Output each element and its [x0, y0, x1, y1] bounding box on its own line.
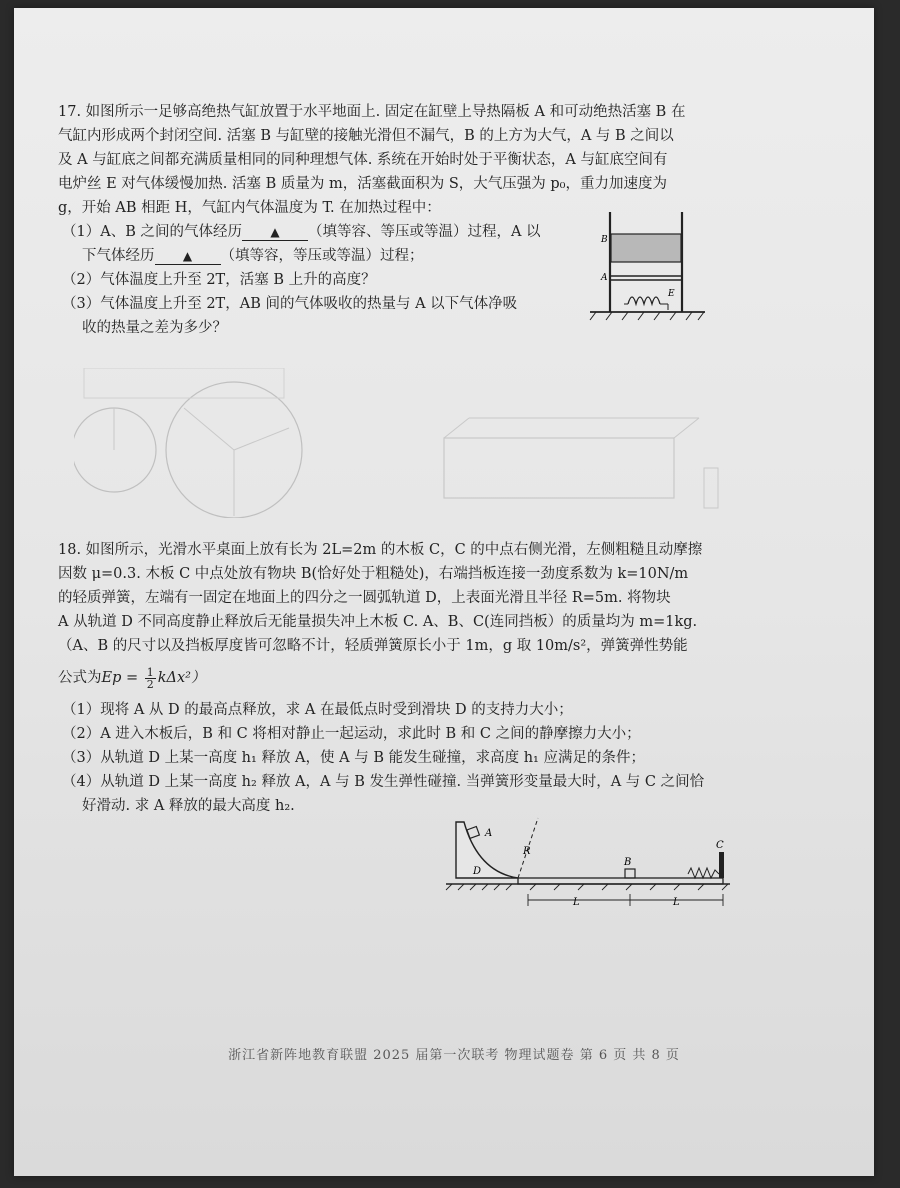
- fig18-label-r: R: [523, 846, 531, 857]
- q17-part-3: （3）气体温度上升至 2T，AB 间的气体吸收的热量与 A 以下气体净吸: [62, 296, 518, 312]
- fig18-label-c: C: [716, 840, 724, 851]
- q17-part-2: （2）气体温度上升至 2T，活塞 B 上升的高度？: [62, 272, 376, 288]
- cylinder-figure: [580, 204, 730, 324]
- fig17-label-e: E: [668, 289, 675, 299]
- q17-line-3: 及 A 与缸底之间都充满质量相同的同种理想气体. 系统在开始时处于平衡状态，A 与缸底空间有: [58, 152, 668, 168]
- q17-part1-text-d: （填等容，等压或等温）过程；: [220, 248, 424, 264]
- fig18-label-d: D: [473, 866, 482, 877]
- q17-part1-text-b: （填等容、等压或等温）过程，A 以: [307, 224, 541, 240]
- fraction-denominator: 2: [146, 677, 154, 691]
- fig17-label-a: A: [601, 273, 608, 283]
- q17-part-3-cont: 收的热量之差为多少？: [82, 320, 227, 336]
- bleed-through-box: [434, 408, 734, 518]
- q17-line-5: g，开始 AB 相距 H，气缸内气体温度为 T. 在加热过程中：: [58, 200, 441, 216]
- block-a: [467, 827, 479, 839]
- q18-part-3: （3）从轨道 D 上某一高度 h₁ 释放 A，使 A 与 B 能发生碰撞，求高度 h₁ 应满足的条件；: [62, 750, 645, 766]
- q18-line-3: 的轻质弹簧，左端有一固定在地面上的四分之一圆弧轨道 D，上表面光滑且半径 R=5m. 将物块: [58, 590, 671, 606]
- q18-part-1: （1）现将 A 从 D 的最高点释放，求 A 在最低点时受到滑块 D 的支持力大小；: [62, 702, 573, 718]
- formula-fraction: [145, 667, 156, 690]
- end-stop: [719, 852, 724, 878]
- piston-b: [611, 234, 681, 262]
- board-c: [518, 878, 723, 884]
- q17-part1-text-c: 下气体经历: [82, 248, 155, 264]
- q17-line-1: 17. 如图所示一足够高绝热气缸放置于水平地面上. 固定在缸壁上导热隔板 A 和可动绝热活塞 B 在: [58, 104, 686, 120]
- q18-line-1: 18. 如图所示，光滑水平桌面上放有长为 2L=2m 的木板 C，C 的中点右侧光滑，左侧粗糙且动摩擦: [58, 542, 703, 558]
- fig18-label-a: A: [485, 828, 493, 839]
- question-18: [58, 538, 758, 818]
- page-footer: 浙江省新阵地教育联盟 2025 届第一次联考 物理试题卷 第 6 页 共 8 页: [228, 1048, 680, 1063]
- fig18-label-l1: L: [573, 897, 580, 908]
- q18-line-5: （A、B 的尺寸以及挡板厚度皆可忽略不计，轻质弹簧原长小于 1m，g 取 10m/s²，弹簧弹性势能: [58, 638, 688, 654]
- q18-line-2: 因数 μ=0.3. 木板 C 中点处放有物块 B(恰好处于粗糙处)，右端挡板连接一劲度系数为 k=10N/m: [58, 566, 689, 582]
- formula-prefix: 公式为: [58, 670, 102, 686]
- q18-part-4-cont: 好滑动. 求 A 释放的最大高度 h₂.: [82, 798, 295, 814]
- track-board-figure: [438, 816, 738, 914]
- q17-line-4: 电炉丝 E 对气体缓慢加热. 活塞 B 质量为 m，活塞截面积为 S，大气压强为 p₀，重力加速度为: [58, 176, 667, 192]
- answer-blank-2[interactable]: ▲: [155, 248, 221, 265]
- formula-rhs: kΔx²）: [157, 670, 206, 686]
- heater-coil: [628, 297, 660, 304]
- bleed-through-circles: [74, 368, 324, 518]
- q17-line-2: 气缸内形成两个封闭空间. 活塞 B 与缸壁的接触光滑但不漏气，B 的上方为大气，A 与 B 之间以: [58, 128, 674, 144]
- q18-part-2: （2）A 进入木板后，B 和 C 将相对静止一起运动，求此时 B 和 C 之间的静摩擦力大小；: [62, 726, 641, 742]
- formula-lhs: Ep =: [101, 670, 143, 686]
- fig17-label-b: B: [601, 235, 608, 245]
- q18-formula-line: [58, 666, 758, 690]
- q18-part-4: （4）从轨道 D 上某一高度 h₂ 释放 A，A 与 B 发生弹性碰撞. 当弹簧形变量最大时，A 与 C 之间恰: [62, 774, 705, 790]
- q17-part1-text-a: （1）A、B 之间的气体经历: [62, 224, 242, 240]
- q18-line-4: A 从轨道 D 不同高度静止释放后无能量损失冲上木板 C. A、B、C(连同挡板）的质量均为 m=1kg.: [58, 614, 698, 630]
- answer-blank-1[interactable]: ▲: [242, 224, 308, 241]
- exam-page: [14, 8, 874, 1176]
- fraction-numerator: 1: [146, 665, 154, 679]
- block-b: [625, 869, 635, 878]
- spring: [688, 868, 719, 878]
- fig18-label-l2: L: [673, 897, 680, 908]
- fig18-label-b: B: [624, 857, 632, 868]
